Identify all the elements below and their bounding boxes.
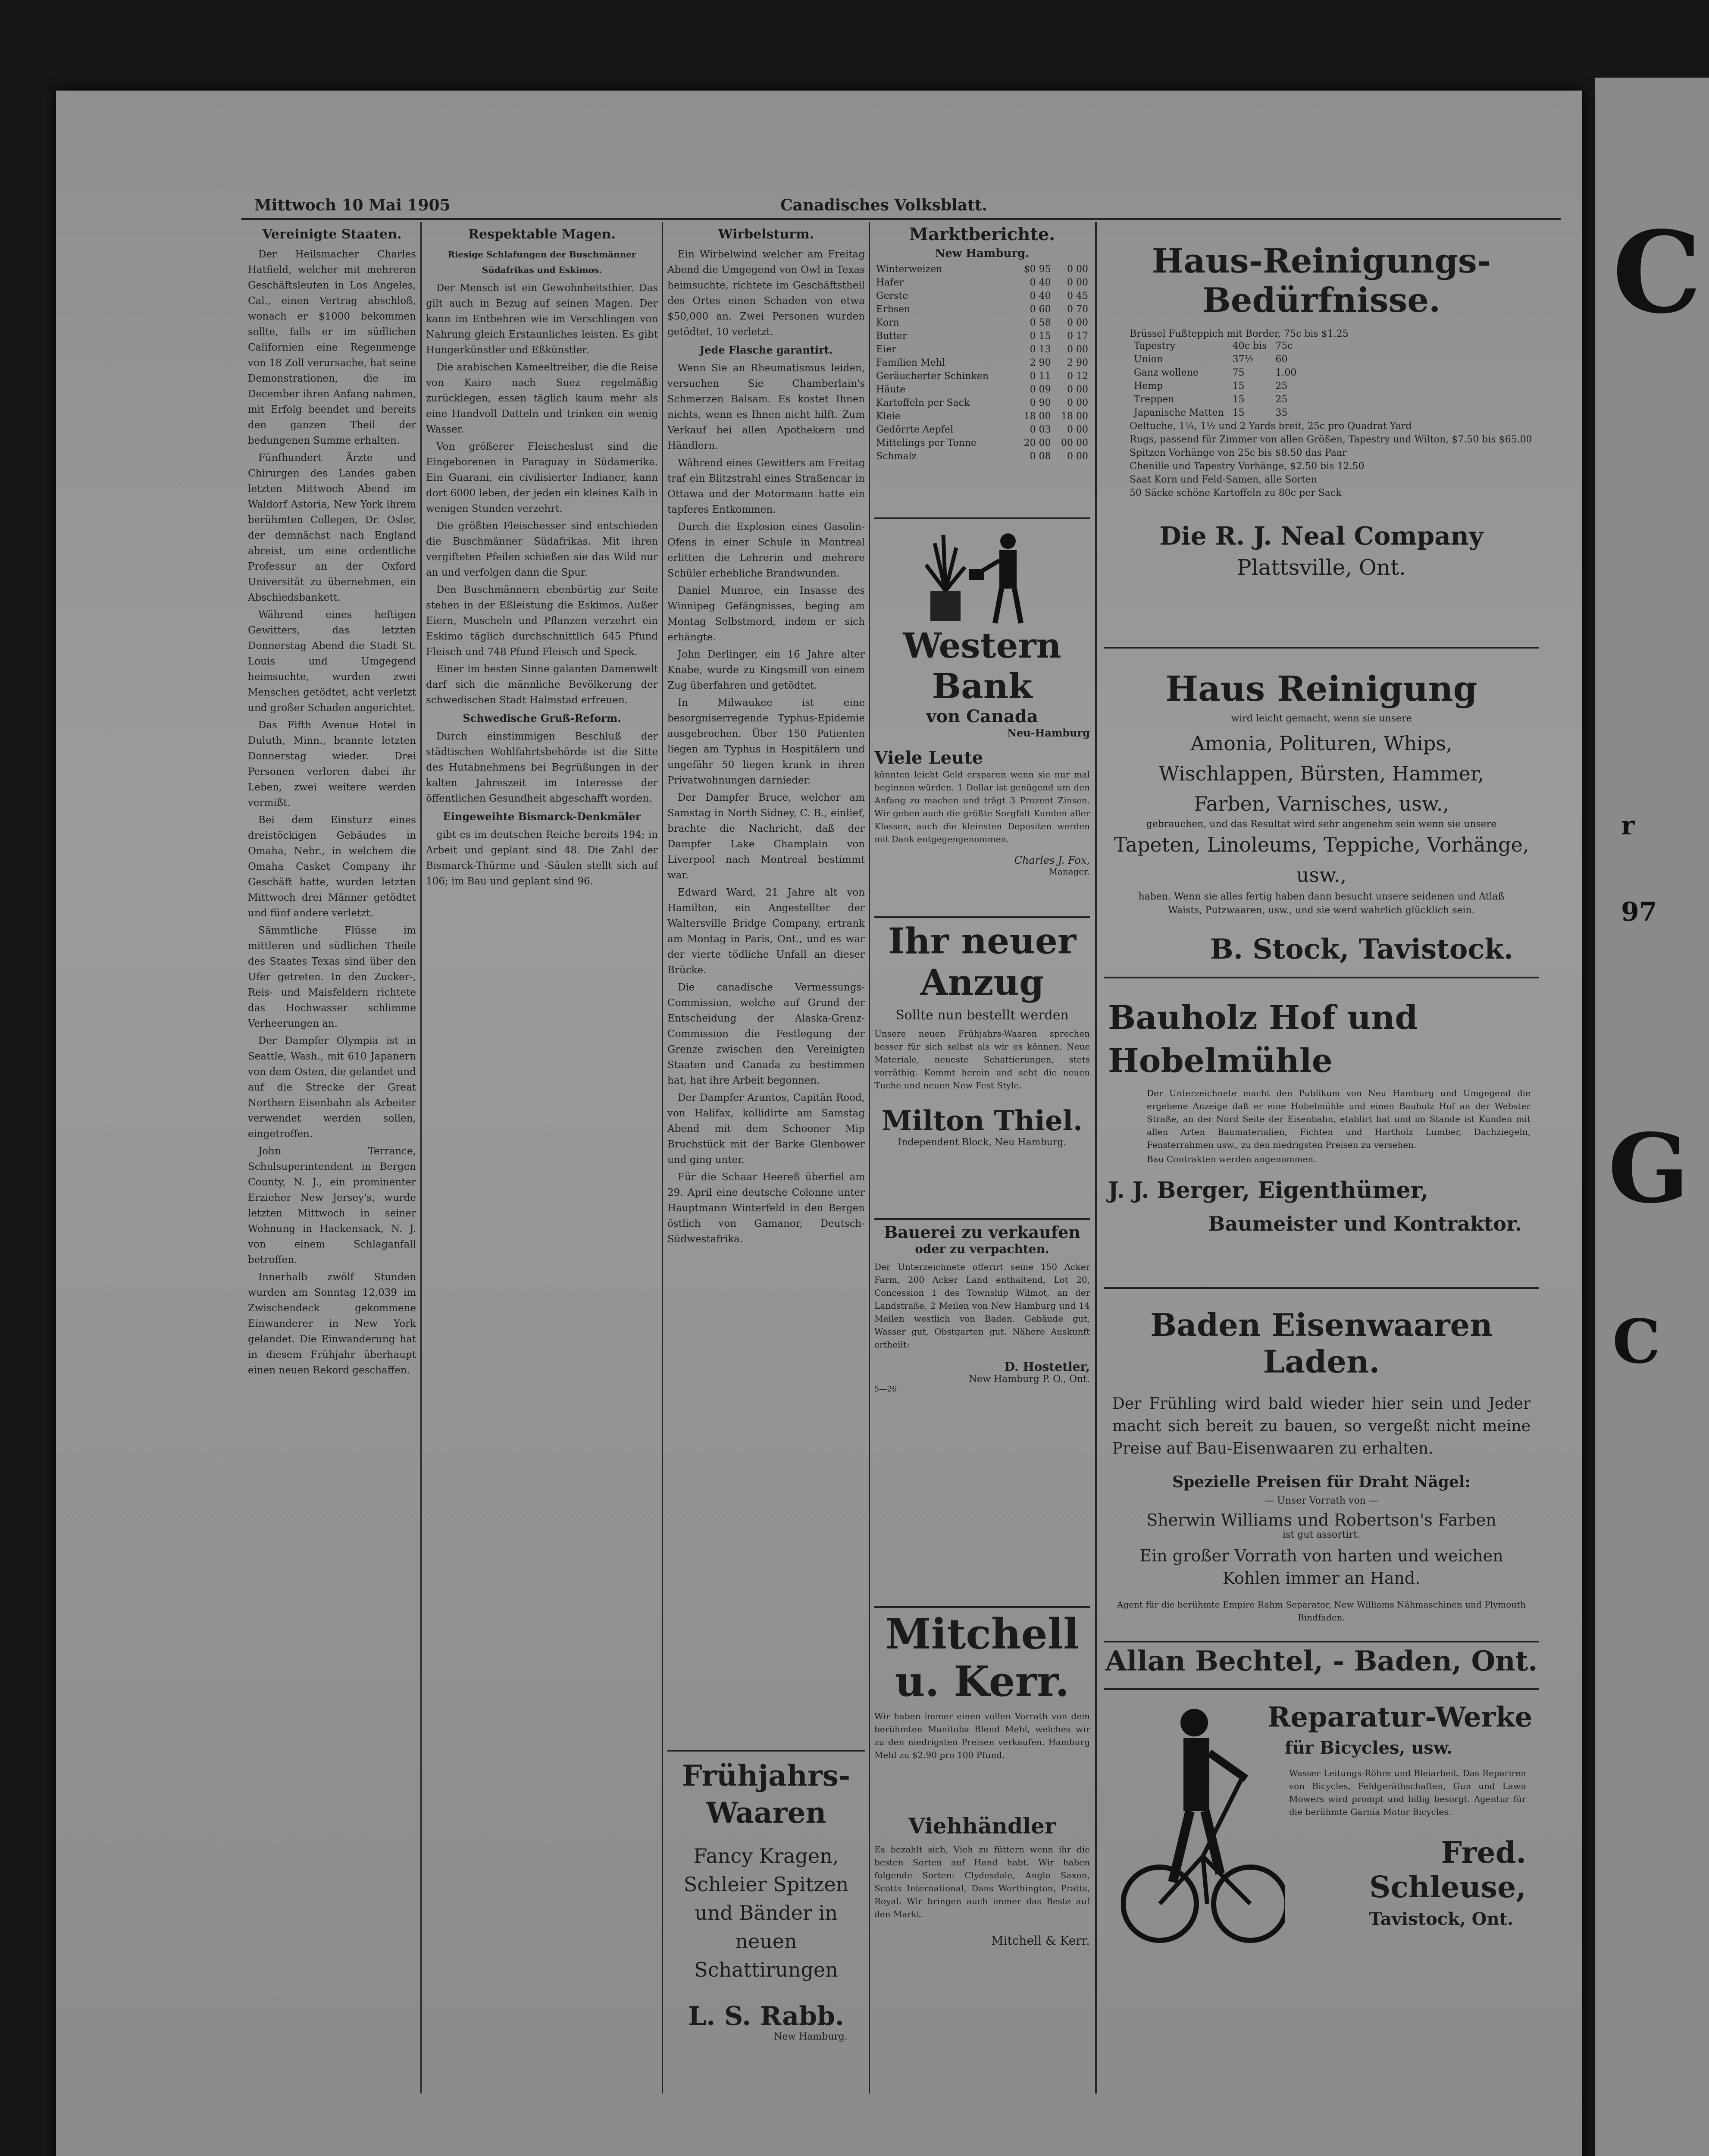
reinigung-title: Haus Reinigung bbox=[1165, 668, 1477, 709]
price-item-name: Tapestry bbox=[1134, 341, 1176, 351]
market-price-high: 0 17 bbox=[1067, 331, 1088, 342]
column-divider bbox=[662, 222, 663, 2093]
market-row bbox=[874, 289, 1090, 303]
market-item-name: Eier bbox=[876, 344, 896, 355]
article-paragraph: Sämmtliche Flüsse im mittleren und südlichen Theile des Staates Texas sind über den Ufer getreten. In den Zucker-, Reis- und Maisfeldern richtete das Hochwasser schlimme Verheerungen an. bbox=[248, 925, 416, 1029]
haus-intro: Brüssel Fußteppich mit Border, 75c bis $1.25 bbox=[1130, 329, 1349, 339]
market-row bbox=[874, 370, 1090, 383]
anzug-location: Independent Block, Neu Hamburg. bbox=[898, 1137, 1067, 1148]
bauholz-note: Bau Contrakten werden angenommen. bbox=[1147, 1154, 1316, 1164]
market-report bbox=[874, 224, 1090, 517]
bank-signature: Charles J. Fox, bbox=[1014, 854, 1090, 866]
section-title: Jede Flasche garantirt. bbox=[699, 344, 833, 356]
market-price-high: 0 70 bbox=[1067, 304, 1088, 315]
market-price-low: 0 58 bbox=[1030, 317, 1051, 328]
haus-company: Die R. J. Neal Company bbox=[1159, 521, 1484, 551]
mitchell-text: Wir haben immer einen vollen Vorrath von dem berühmten Manitoba Blend Mehl, welches wir zu den niedrigsten Preisen verkaufen. Hamburg Mehl zu $2.90 pro 100 Pfund. bbox=[874, 1711, 1090, 1760]
ad-allan-bechtel bbox=[1104, 1645, 1539, 1684]
ad-haus-reinigung bbox=[1104, 651, 1539, 975]
market-price-high: 0 00 bbox=[1067, 451, 1088, 462]
article-paragraph: Der Dampfer Olympia ist in Seattle, Wash., mit 610 Japanern von dem Osten, die gelandet und auf die Strecke der Great Northern Eisenbahn als Arbeiter verwendet werden sollen, eingetroffen. bbox=[248, 1035, 416, 1140]
ad-title: Frühjahrs-Waaren bbox=[682, 1759, 851, 1830]
ad-fruehjahrs-waaren bbox=[667, 1757, 865, 2085]
article-paragraph: Ein Wirbelwind welcher am Freitag Abend die Umgegend von Owl in Texas heimsuchte, richtete im Geschäftstheil des Ortes einen Schaden von etwa $50,000 an. Zwei Personen wurden getödtet, 10 verletzt. bbox=[667, 249, 865, 338]
bank-heading: Viele Leute bbox=[874, 748, 983, 768]
article-paragraph: Der Heilsmacher Charles Hatfield, welcher mit mehreren Geschäftsleuten in Los Angeles, Cal., einen Vertrag abschloß, wonach er $1000 bekommen sollte, falls er im südlichen Californien eine Regenmenge von 18 Zoll verursache, hat seine Demonstrationen, die im December ihren Anfang nahmen, mit Erfolg beendet und bereits den ganzen Theil der bedungenen Summe erhalten. bbox=[248, 249, 416, 446]
reinigung-items2: Tapeten, Linoleums, Teppiche, Vorhänge, usw., bbox=[1114, 833, 1529, 887]
eisen-paint: Sherwin Williams und Robertson's Farben bbox=[1146, 1510, 1496, 1529]
bank-sub: von Canada bbox=[926, 706, 1038, 727]
market-price-high: 0 00 bbox=[1067, 424, 1088, 435]
column-vereinigte-staaten bbox=[248, 224, 416, 2096]
market-row bbox=[874, 410, 1090, 423]
bauerei-ref: 5—26 bbox=[874, 1385, 897, 1394]
bicycle-rider-illustration-icon bbox=[1121, 1701, 1285, 1968]
price-low: 75 bbox=[1232, 367, 1245, 378]
section-title: Eingeweihte Bismarck-Denkmäler bbox=[443, 810, 641, 823]
article-paragraph: Der Mensch ist ein Gewohnheitsthier. Das gilt auch in Bezug auf seinen Magen. Der kann im Entbehren wie im Verschlingen von Nahrung gleich Erstaunliches leisten. Es gibt Hungerkünstler und Eßkünstler. bbox=[426, 282, 658, 356]
price-high: 25 bbox=[1275, 394, 1288, 405]
market-price-high: 0 12 bbox=[1067, 371, 1088, 382]
edge-fragment: 97 bbox=[1621, 897, 1657, 927]
ad-bauholz-hof bbox=[1104, 983, 1539, 1285]
ad-western-bank bbox=[874, 522, 1090, 918]
repair-title: Reparatur-Werke bbox=[1268, 1701, 1533, 1733]
section-title: Schwedische Gruß-Reform. bbox=[463, 712, 621, 724]
bauholz-name: J. J. Berger, Eigenthümer, bbox=[1108, 1177, 1429, 1203]
haus-price-table bbox=[1130, 339, 1301, 420]
reinigung-name: B. Stock, Tavistock. bbox=[1210, 933, 1513, 965]
article-paragraph: Innerhalb zwölf Stunden wurden am Sonntag 12,039 im Zwischendeck gekommene Einwanderer in New York gelandet. Die Einwanderung hat in diesem Frühjahr überhaupt einen neuen Rekord geschaffen. bbox=[248, 1272, 416, 1376]
price-low: 37½ bbox=[1232, 354, 1254, 365]
article-paragraph: Wenn Sie an Rheumatismus leiden, versuchen Sie Chamberlain's Schmerzen Balsam. Es kostet Ihnen nichts, wenn es Ihnen nicht hilft. Zum Verkauf bei allen Apothekern und Händlern. bbox=[667, 363, 865, 451]
eisen-text: Der Frühling wird bald wieder hier sein und Jeder macht sich bereit zu bauen, so vergeßt nicht meine Preise auf Bau-Eisenwaaren zu erhalten. bbox=[1112, 1395, 1531, 1457]
article-paragraph: Das Fifth Avenue Hotel in Duluth, Minn., brannte letzten Donnerstag wieder. Drei Personen verloren dabei ihr Leben, zwei weitere werden vermißt. bbox=[248, 720, 416, 808]
market-price-low: 2 90 bbox=[1030, 357, 1051, 368]
ad-border bbox=[874, 517, 1090, 519]
market-row bbox=[874, 356, 1090, 370]
market-row bbox=[874, 316, 1090, 329]
section-subtitle: Riesige Schlafungen der Buschmänner Südafrikas und Eskimos. bbox=[448, 249, 636, 275]
article-paragraph: John Derlinger, ein 16 Jahre alter Knabe, wurde zu Kingsmill von einem Zug überfahren und getödtet. bbox=[667, 649, 865, 691]
bechtel-name: Allan Bechtel, - Baden, Ont. bbox=[1105, 1645, 1538, 1677]
market-item-name: Schmalz bbox=[876, 451, 917, 462]
price-row bbox=[1130, 339, 1301, 353]
market-item-name: Familien Mehl bbox=[876, 357, 945, 368]
price-high: 75c bbox=[1275, 341, 1293, 351]
repair-location: Tavistock, Ont. bbox=[1369, 1909, 1513, 1929]
haus-note: Chenille und Tapestry Vorhänge, $2.50 bis 12.50 bbox=[1130, 461, 1365, 472]
ad-text: Fancy Kragen, Schleier Spitzen und Bänder in neuen Schattirungen bbox=[683, 1844, 849, 1981]
column-respektable-magen bbox=[426, 224, 658, 2096]
market-price-low: 18 00 bbox=[1024, 411, 1051, 422]
market-price-low: 0 60 bbox=[1030, 304, 1051, 315]
reinigung-mid: gebrauchen, und das Resultat wird sehr angenehm sein wenn sie unsere bbox=[1146, 819, 1497, 830]
market-price-high: 2 90 bbox=[1067, 357, 1088, 368]
eisen-stock: — Unser Vorrath von — bbox=[1265, 1495, 1378, 1506]
market-price-high: 0 00 bbox=[1067, 344, 1088, 355]
ad-reparatur-werke bbox=[1104, 1692, 1539, 2093]
article-paragraph: gibt es im deutschen Reiche bereits 194; in Arbeit und geplant sind 48. Die Zahl der Bismarck-Thürme und -Säulen stellt sich auf 106; im Bau und geplant sind 96. bbox=[426, 829, 658, 887]
article-paragraph: Während eines Gewitters am Freitag traf ein Blitzstrahl eines Straßencar in Ottawa und der Motormann hatte ein tapferes Entkommen. bbox=[667, 458, 865, 515]
edge-fragment: G bbox=[1608, 1112, 1689, 1224]
market-price-high: 0 45 bbox=[1067, 291, 1088, 301]
market-table bbox=[874, 263, 1090, 463]
bauerei-address: New Hamburg P. O., Ont. bbox=[968, 1374, 1090, 1385]
price-row bbox=[1130, 406, 1301, 420]
ad-name: L. S. Rabb. bbox=[688, 2001, 844, 2031]
market-price-low: 0 09 bbox=[1030, 384, 1051, 395]
anzug-sub: Sollte nun bestellt werden bbox=[895, 1008, 1069, 1023]
header-rule bbox=[241, 218, 1561, 220]
section-title: Wirbelsturm. bbox=[718, 227, 814, 242]
market-price-low: 0 03 bbox=[1030, 424, 1051, 435]
haus-location: Plattsville, Ont. bbox=[1236, 555, 1406, 580]
price-high: 1.00 bbox=[1275, 367, 1297, 378]
market-price-low: 0 11 bbox=[1030, 371, 1051, 382]
bauholz-role: Baumeister und Kontraktor. bbox=[1208, 1212, 1522, 1235]
market-row bbox=[874, 396, 1090, 410]
market-price-high: 18 00 bbox=[1061, 411, 1088, 422]
article-paragraph: Die größten Fleischesser sind entschieden die Buschmänner Südafrikas. Mit ihren vergifteten Pfeilen schießen sie das Wild nur an und verfolgen dann die Spur. bbox=[426, 520, 658, 578]
market-item-name: Geräucherter Schinken bbox=[876, 371, 989, 382]
market-price-low: 20 00 bbox=[1024, 438, 1051, 448]
haus-note: Oeltuche, 1¼, 1½ und 2 Yards breit, 25c pro Quadrat Yard bbox=[1130, 421, 1412, 432]
repair-name: Fred. Schleuse, bbox=[1369, 1836, 1526, 1905]
column-divider bbox=[869, 222, 870, 2093]
price-item-name: Hemp bbox=[1134, 381, 1163, 392]
haus-title: Haus-Reinigungs-Bedürfnisse. bbox=[1152, 241, 1491, 320]
ad-border bbox=[1104, 647, 1539, 649]
bank-branch: Neu-Hamburg bbox=[1007, 727, 1090, 739]
adjacent-page-edge bbox=[1595, 78, 1709, 2156]
column-divider bbox=[420, 222, 422, 2093]
article-paragraph: Durch einstimmigen Beschluß der städtischen Wohlfahrtsbehörde ist die Sitte des Hutabnehmens bei Begrüßungen in der kalten Jahreszeit im Interesse der öffentlichen Gesundheit abgeschafft worden. bbox=[426, 731, 658, 804]
market-row bbox=[874, 263, 1090, 276]
market-price-low: $0 95 bbox=[1024, 264, 1051, 275]
bauholz-title: Bauholz Hof und Hobelmühle bbox=[1108, 998, 1418, 1080]
price-item-name: Union bbox=[1134, 354, 1163, 365]
edge-fragment: C bbox=[1612, 1307, 1661, 1377]
ad-bauerei bbox=[874, 1222, 1090, 1606]
price-high: 25 bbox=[1275, 381, 1288, 392]
ad-border bbox=[1104, 1688, 1539, 1690]
ad-haus-reinigungs-beduerfnisse bbox=[1104, 224, 1539, 604]
ad-border bbox=[874, 916, 1090, 918]
market-item-name: Erbsen bbox=[876, 304, 911, 315]
price-row bbox=[1130, 366, 1301, 379]
article-paragraph: Durch die Explosion eines Gasolin-Ofens in einer Schule in Montreal erlitten die Lehrerin und mehrere Schüler erhebliche Brandwunden. bbox=[667, 521, 865, 579]
haus-note: Saat Korn und Feld-Samen, alle Sorten bbox=[1130, 474, 1318, 485]
price-item-name: Japanische Matten bbox=[1134, 407, 1224, 418]
ad-border bbox=[874, 1606, 1090, 1608]
market-item-name: Kleie bbox=[876, 411, 901, 422]
market-title: Marktberichte. bbox=[909, 224, 1055, 244]
vieh-text: Es bezahlt sich, Vieh zu füttern wenn ihr die besten Sorten auf Hand habt. Wir haben folgende Sorten: Clydesdale, Anglo Saxon, Scotts International, Dans Worthington, Pratts, Royal. Wir bringen auch immer das Beste auf den Markt. bbox=[874, 1844, 1090, 1919]
article-paragraph: John Terrance, Schulsuperintendent in Bergen County, N. J., ein prominenter Erzieher New Jersey's, wurde letzten Mittwoch in seiner Wohnung in Hackensack, N. J. von einem Schlaganfall betroffen. bbox=[248, 1146, 416, 1266]
article-paragraph: Edward Ward, 21 Jahre alt von Hamilton, ein Angestellter der Waltersville Bridge Company, ertrank am Montag in Paris, Ont., und es war der vierte tödliche Unfall an dieser Brücke. bbox=[667, 887, 865, 976]
reinigung-items: Amonia, Polituren, Whips, Wischlappen, Bürsten, Hammer, Farben, Varnisches, usw., bbox=[1158, 732, 1484, 815]
ad-border bbox=[874, 1218, 1090, 1220]
market-price-low: 0 08 bbox=[1030, 451, 1051, 462]
newspaper-name: Canadisches Volksblatt. bbox=[780, 196, 987, 214]
market-item-name: Gerste bbox=[876, 291, 908, 301]
market-row bbox=[874, 423, 1090, 436]
price-item-name: Ganz wollene bbox=[1134, 367, 1199, 378]
article-paragraph: Für die Schaar Heereß überfiel am 29. April eine deutsche Colonne unter Hauptmann Winterfeld in den Bergen östlich von Gamanor, Deutsch-Südwestafrika. bbox=[667, 1172, 865, 1245]
market-item-name: Korn bbox=[876, 317, 899, 328]
article-paragraph: Die arabischen Kameeltreiber, die die Reise von Kairo nach Suez regelmäßig zurücklegen, essen täglich kaum mehr als eine Handvoll Datteln und trinken ein wenig Wasser. bbox=[426, 362, 658, 435]
market-price-high: 0 00 bbox=[1067, 384, 1088, 395]
article-paragraph: Die canadische Vermessungs-Commission, welche auf Grund der Entscheidung der Alaska-Grenz-Commission die Festlegung der Grenze zwischen den Vereinigten Staaten und Canada zu bestimmen hat, hat ihre Arbeit begonnen. bbox=[667, 982, 865, 1086]
bank-name: Western Bank bbox=[903, 625, 1061, 706]
article-paragraph: Einer im besten Sinne galanten Damenwelt darf sich die männliche Bevölkerung der schwedischen Stadt Halmstad erfreuen. bbox=[426, 664, 658, 706]
haus-note: Rugs, passend für Zimmer von allen Größen, Tapestry und Wilton, $7.50 bis $65.00 bbox=[1130, 434, 1532, 445]
article-paragraph: Während eines heftigen Gewitters, das letzten Donnerstag Abend die Stadt St. Louis und Umgegend heimsuchte, wurden zwei Menschen getödtet, acht verletzt und großer Schaden angerichtet. bbox=[248, 609, 416, 714]
ad-viehhaendler bbox=[874, 1813, 1090, 2093]
bauerei-sub: oder zu verpachten. bbox=[915, 1242, 1049, 1256]
column-divider bbox=[1095, 222, 1097, 2093]
market-price-high: 0 00 bbox=[1067, 317, 1088, 328]
haus-note: Spitzen Vorhänge von 25c bis $8.50 das Paar bbox=[1130, 448, 1347, 458]
market-price-high: 00 00 bbox=[1061, 438, 1088, 448]
column-wirbelsturm bbox=[667, 224, 865, 1746]
price-low: 40c bis bbox=[1232, 341, 1267, 351]
price-row bbox=[1130, 379, 1301, 393]
market-item-name: Häute bbox=[876, 384, 906, 395]
haus-note: 50 Säcke schöne Kartoffeln zu 80c per Sack bbox=[1130, 488, 1342, 498]
market-item-name: Mittelings per Tonne bbox=[876, 438, 977, 448]
ad-location: New Hamburg. bbox=[773, 2031, 848, 2042]
market-row bbox=[874, 343, 1090, 356]
edge-fragment: C bbox=[1612, 207, 1702, 338]
eisen-paint-note: ist gut assortirt. bbox=[1283, 1529, 1360, 1540]
market-price-high: 0 00 bbox=[1067, 277, 1088, 288]
ad-border bbox=[1104, 977, 1539, 978]
price-low: 15 bbox=[1232, 394, 1245, 405]
bank-text: könnten leicht Geld ersparen wenn sie nur mal beginnen würden. 1 Dollar ist genügend um den Anfang zu machen und trägt 3 Prozent Zinsen. Wir geben auch die größte Sorgfalt Kunden aller Klassen, auch die kleinsten Depositen werden mit Dank entgegengenommen. bbox=[874, 769, 1090, 844]
price-low: 15 bbox=[1232, 381, 1245, 392]
article-paragraph: Fünfhundert Ärzte und Chirurgen des Landes gaben letzten Mittwoch Abend im Waldorf Astoria, New York ihrem berühmten Collegen, Dr. Osler, der demnächst nach England abreist, um eine ordentliche Professur an der Oxford Universität zu übernehmen, ein Abschiedsbankett. bbox=[248, 452, 416, 603]
price-low: 15 bbox=[1232, 407, 1245, 418]
market-row bbox=[874, 276, 1090, 289]
market-price-low: 0 13 bbox=[1030, 344, 1051, 355]
ad-ihr-neuer-anzug bbox=[874, 921, 1090, 1218]
market-item-name: Kartoffeln per Sack bbox=[876, 398, 970, 408]
vieh-title: Viehhändler bbox=[908, 1813, 1056, 1839]
market-price-low: 0 40 bbox=[1030, 291, 1051, 301]
market-price-low: 0 15 bbox=[1030, 331, 1051, 342]
market-item-name: Winterweizen bbox=[876, 264, 942, 275]
market-item-name: Butter bbox=[876, 331, 907, 342]
reinigung-sub: wird leicht gemacht, wenn sie unsere bbox=[1231, 713, 1412, 724]
ad-border bbox=[1104, 1641, 1539, 1642]
bauerei-text: Der Unterzeichnete offerirt seine 150 Acker Farm, 200 Acker Land enthaltend, Lot 20, Concession 1 des Township Wilmot, an der Landstraße, 2 Meilen von New Hamburg und 14 Meilen westlich von Baden. Gebäude gut, Wasser gut, Obstgarten gut. Nähere Auskunft ertheilt: bbox=[874, 1262, 1090, 1350]
ad-baden-eisenwaaren bbox=[1104, 1294, 1539, 1682]
anzug-name: Milton Thiel. bbox=[881, 1105, 1083, 1137]
article-paragraph: Bei dem Einsturz eines dreistöckigen Gebäudes in Omaha, Nebr., in welchem die Omaha Casket Company ihr Geschäft hatte, wurden letzten Mittwoch drei Männer getödtet und fünf andere verletzt. bbox=[248, 815, 416, 919]
market-row bbox=[874, 303, 1090, 316]
eisen-coal: Ein großer Vorrath von harten und weichen Kohlen immer an Hand. bbox=[1139, 1546, 1503, 1588]
market-price-low: 0 40 bbox=[1030, 277, 1051, 288]
market-item-name: Gedörrte Aepfel bbox=[876, 424, 953, 435]
price-row bbox=[1130, 393, 1301, 406]
ad-border bbox=[1104, 1287, 1539, 1289]
article-paragraph: Der Dampfer Bruce, welcher am Samstag in North Sidney, C. B., einlief, brachte die Nachricht, daß der Dampfer Lake Champlain von Liverpool nach Montreal bestimmt war. bbox=[667, 792, 865, 881]
market-row bbox=[874, 436, 1090, 450]
market-row bbox=[874, 450, 1090, 463]
section-title: Vereinigte Staaten. bbox=[262, 227, 402, 242]
ad-border bbox=[667, 1750, 865, 1752]
article-paragraph: Von größerer Fleischeslust sind die Eingeborenen in Paraguay in Südamerika. Ein Guarani, ein civilisierter Indianer, kann dort 6000 leben, der jeden ein kleines Kalb in wenigen Stunden verzehrt. bbox=[426, 441, 658, 514]
market-price-high: 0 00 bbox=[1067, 264, 1088, 275]
market-price-low: 0 90 bbox=[1030, 398, 1051, 408]
anzug-title: Ihr neuer Anzug bbox=[888, 921, 1077, 1003]
bauerei-title: Bauerei zu verkaufen bbox=[884, 1222, 1080, 1242]
section-title: Respektable Magen. bbox=[468, 227, 616, 242]
article-paragraph: Der Dampfer Arantos, Capitän Rood, von Halifax, kollidirte am Samstag Abend mit dem Schooner Mip Bruchstück mit der Barke Glenbower und ging unter. bbox=[667, 1092, 865, 1166]
vieh-footer: Mitchell & Kerr. bbox=[991, 1934, 1090, 1948]
anzug-text: Unsere neuen Frühjahrs-Waaren sprechen besser für sich selbst als wir es können. Neue Materiale, neueste Schattierungen, stets vorräthig. Kommt herein und seht die neuen Tuche und neuen New Fest Style. bbox=[874, 1028, 1090, 1091]
eisen-agent: Agent für die berühmte Empire Rahm Separator, New Williams Nähmaschinen und Plymouth Bindfaden. bbox=[1117, 1599, 1526, 1623]
bank-role: Manager. bbox=[1049, 866, 1090, 877]
ad-mitchell-kerr bbox=[874, 1611, 1090, 1813]
eisen-title: Baden Eisenwaaren Laden. bbox=[1150, 1307, 1493, 1380]
market-location: New Hamburg. bbox=[935, 247, 1030, 260]
market-item-name: Hafer bbox=[876, 277, 904, 288]
bauerei-name: D. Hostetler, bbox=[1004, 1360, 1090, 1374]
price-row bbox=[1130, 353, 1301, 366]
eisen-special: Spezielle Preisen für Draht Nägel: bbox=[1172, 1473, 1471, 1491]
edge-fragment: r bbox=[1621, 811, 1635, 841]
bauholz-text: Der Unterzeichnete macht den Publikum von Neu Hamburg und Umgegend die ergebene Anzeige daß er eine Hobelmühle und einen Bauholz Hof an der Webster Straße, an der Nord Seite der Eisenbahn, etablirt hat und im Stande ist Kunden mit allen Arten Baumaterialien, Fichten und Hartholz Lumber, Dachziegeln, Fensterrahmen usw., zu den niedrigsten Preisen zu versehen. bbox=[1147, 1088, 1531, 1150]
price-high: 35 bbox=[1275, 407, 1288, 418]
mitchell-title: Mitchell u. Kerr. bbox=[885, 1611, 1079, 1706]
repair-sub: für Bicycles, usw. bbox=[1285, 1738, 1453, 1758]
reinigung-outro: haben. Wenn sie alles fertig haben dann besucht unsere seidenen und Atlaß Waists, Putzwaaren, usw., und sie werd wahrlich glücklich sein. bbox=[1138, 891, 1505, 916]
market-row bbox=[874, 329, 1090, 343]
repair-text: Wasser Leitungs-Röhre und Bleiarbeit. Das Repariren von Bicycles, Feldgeräthschaften, Gun und Lawn Mowers wird prompt und billig besorgt. Agentur für die berühmte Garnia Motor Bicycles. bbox=[1289, 1768, 1526, 1817]
article-paragraph: Daniel Munroe, ein Insasse des Winnipeg Gefängnisses, beging am Montag Selbstmord, indem er sich erhängte. bbox=[667, 585, 865, 643]
price-high: 60 bbox=[1275, 354, 1288, 365]
article-paragraph: Den Buschmännern ebenbürtig zur Seite stehen in der Eßleistung die Eskimos. Außer Eiern, Muscheln und Pflanzen verzehrt ein Eskimo täglich durchschnittlich 645 Pfund Fleisch und 748 Pfund Fleisch und Speck. bbox=[426, 584, 658, 658]
price-item-name: Treppen bbox=[1134, 394, 1174, 405]
market-row bbox=[874, 383, 1090, 396]
market-price-high: 0 00 bbox=[1067, 398, 1088, 408]
issue-date: Mittwoch 10 Mai 1905 bbox=[254, 196, 451, 214]
article-paragraph: In Milwaukee ist eine besorgniserregende Typhus-Epidemie ausgebrochen. Über 150 Patienten liegen am Typhus in Hospitälern und ungefähr 50 liegen krank in ihren Privatwohnungen darnieder. bbox=[667, 697, 865, 786]
gardener-illustration-icon bbox=[917, 526, 1047, 630]
